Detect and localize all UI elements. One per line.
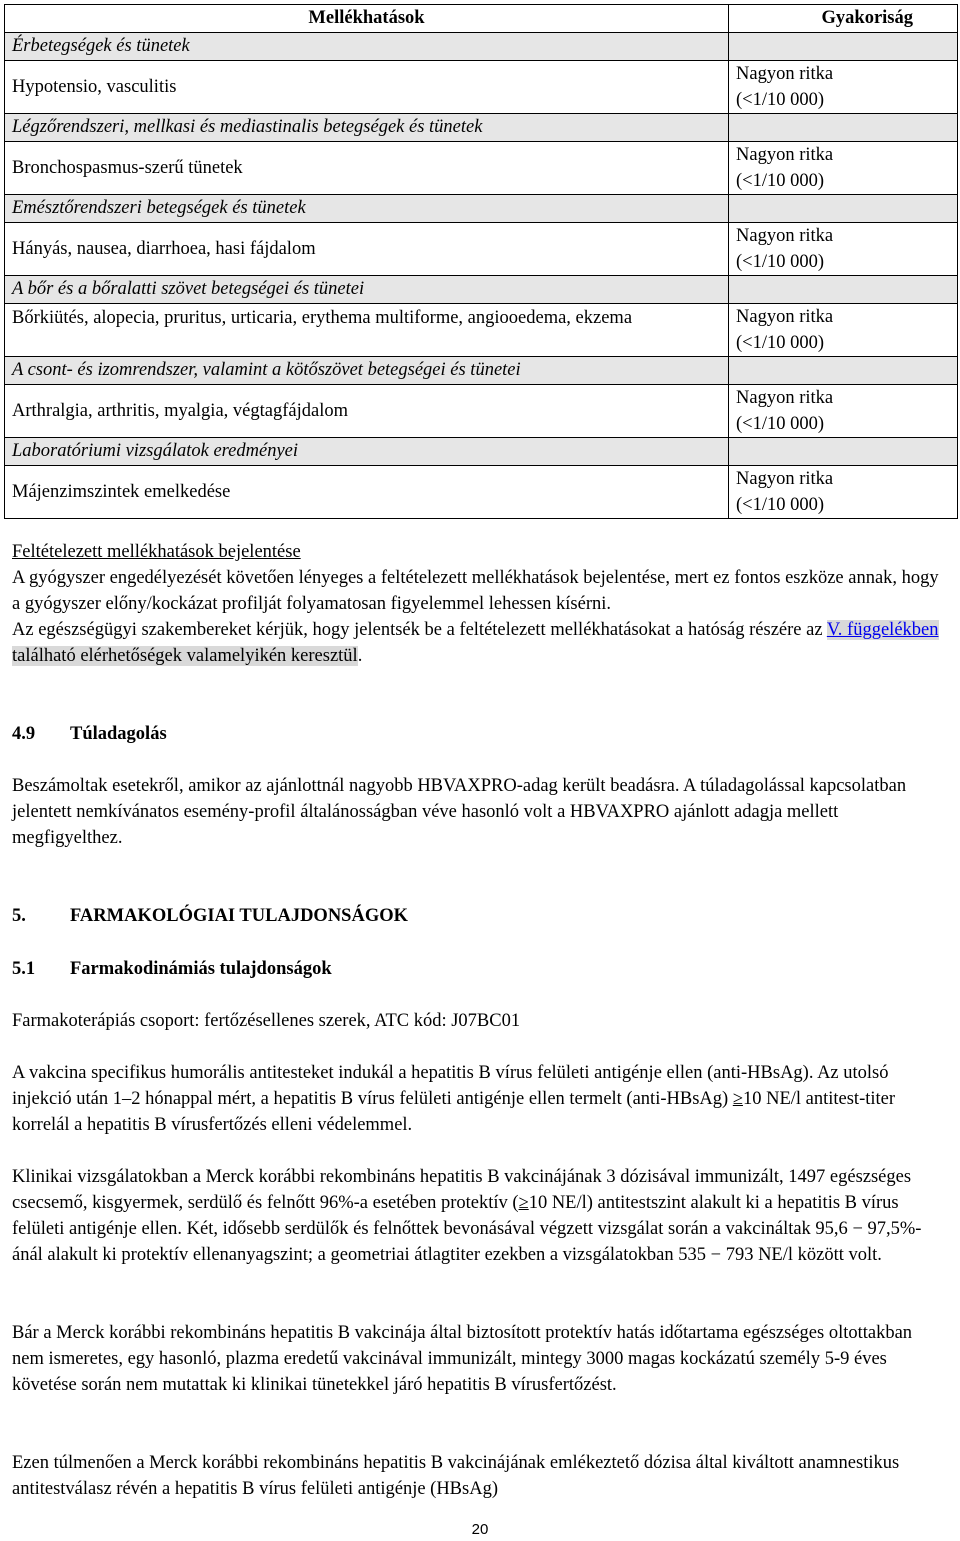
category-freq-cell [729,33,958,61]
reporting-period: . [357,646,363,666]
reporting-paragraph-1: A gyógyszer engedélyezését követően lényeges a feltételezett mellékhatások bejelentése, mert ez fontos eszköze annak, hogy a gyógyszer előny/kockázat profilját folyamatosan figyelemmel lehessen kísérni. [12,568,939,614]
table-row [5,385,958,438]
pharmacotherapeutic-group: Farmakoterápiás csoport: fertőzésellenes szerek, ATC kód: J07BC01 [12,1011,521,1031]
category-cell: Légzőrendszeri, mellkasi és mediastinalis betegségek és tünetek [5,114,729,142]
reporting-section [12,539,948,669]
section-title: Túladagolás [70,724,167,744]
table-row [5,276,958,304]
frequency-value: (<1/10 000) [736,495,825,515]
effect-cell: Hányás, nausea, diarrhoea, hasi fájdalom [12,239,316,259]
clinical-trials-paragraph [12,1164,948,1268]
dash-symbol: − [710,1245,722,1265]
effect-cell: Bőrkiütés, alopecia, pruritus, urticaria, erythema multiforme, angiooedema, ekzema [12,308,633,328]
protection-duration-paragraph: Bár a Merck korábbi rekombináns hepatitis B vakcinája által biztosított protektív hatás időtartama egészséges oltottakban nem ismeretes, egy hasonló, plazma eredetű vakcinával immunizált, mintegy 3000 magas kockázatú személy 5-9 éves követése során nem mutattak ki klinikai tünetekkel járó hepatitis B vírusfertőzést. [12,1323,913,1395]
section-5-1-heading [12,956,332,982]
reporting-text: Az egészségügyi szakembereket kérjük, hogy jelentsék be a feltételezett mellékhatásokat a hatóság részére az [12,620,827,640]
frequency-value: (<1/10 000) [736,333,825,353]
category-cell: A bőr és a bőralatti szövet betegségei és tünetei [5,276,729,304]
category-freq-cell [729,438,958,466]
vaccine-text: A vakcina specifikus humorális antitesteket indukál a hepatitis B vírus felületi antigénje ellen (anti-HBsAg). Az utolsó injekció után 1–2 hónappal mért, a hepatitis B vírus felületi antigénje ellen termelt (anti-HBsAg) [12,1063,889,1109]
frequency-label: Nagyon ritka [736,307,834,327]
category-cell: A csont- és izomrendszer, valamint a kötőszövet betegségei és tünetei [5,357,729,385]
category-cell: Emésztőrendszeri betegségek és tünetek [5,195,729,223]
effect-cell: Hypotensio, vasculitis [12,77,177,97]
category-cell: Érbetegségek és tünetek [5,33,729,61]
section-number: 5.1 [12,959,36,979]
frequency-value: (<1/10 000) [736,171,825,191]
category-freq-cell [729,114,958,142]
ge-symbol: ≥ [518,1193,529,1213]
section-number: 4.9 [12,724,36,744]
table-row [5,438,958,466]
appendix-v-link[interactable]: V. függelékben [826,620,939,640]
table-row [5,357,958,385]
effect-cell: Bronchospasmus-szerű tünetek [12,158,243,178]
adverse-effects-table [4,4,958,519]
category-freq-cell [729,195,958,223]
frequency-label: Nagyon ritka [736,145,834,165]
table-row [5,466,958,519]
table-header-row [5,5,958,33]
table-row [5,33,958,61]
dash-symbol: − [852,1219,863,1239]
clinical-text: Klinikai vizsgálatokban a Merck korábbi rekombináns hepatitis B vakcinájának 3 dózisával immunizált, 1497 egészséges csecsemő, kisgyermek, serdülő és felnőtt 96%-a esetében protektív ( [12,1167,912,1213]
table-row [5,61,958,114]
table-row [5,114,958,142]
clinical-text: 97,5%-ánál alakult ki protektív ellenanyagszint; a geometriai átlagtiter ezekben a vizsgálatokban 535 [12,1219,922,1265]
frequency-value: (<1/10 000) [736,414,825,434]
section-4-9-heading [12,721,167,747]
frequency-label: Nagyon ritka [736,388,834,408]
section-number: 5. [12,906,26,926]
booster-paragraph: Ezen túlmenően a Merck korábbi rekombináns hepatitis B vakcinájának emlékeztető dózisa által kiváltott anamnestikus antitestválasz révén a hepatitis B vírus felületi antigénje (HBsAg) [12,1453,900,1499]
frequency-label: Nagyon ritka [736,226,834,246]
frequency-label: Nagyon ritka [736,469,834,489]
category-cell: Laboratóriumi vizsgálatok eredményei [5,438,729,466]
effect-cell: Májenzimszintek emelkedése [12,482,231,502]
vaccine-paragraph [12,1060,948,1138]
table-row [5,223,958,276]
reporting-highlight-text: található elérhetőségek valamelyikén keresztül [12,646,358,666]
table-row [5,304,958,357]
overdose-paragraph: Beszámoltak esetekről, amikor az ajánlottnál nagyobb HBVAXPRO-adag került beadásra. A túladagolással kapcsolatban jelentett nemkívánatos esemény-profil általánosságban véve hasonló volt a HBVAXPRO ajánlott adagja mellett megfigyelthez. [12,776,907,848]
frequency-value: (<1/10 000) [736,252,825,272]
frequency-value: (<1/10 000) [736,90,825,110]
effect-cell: Arthralgia, arthritis, myalgia, végtagfájdalom [12,401,348,421]
frequency-label: Nagyon ritka [736,64,834,84]
ge-symbol: ≥ [732,1089,743,1109]
header-frequency: Gyakoriság [729,5,958,33]
vaccine-text: 10 NE/l antitest-titer korrelál a hepatitis B vírusfertőzés elleni védelemmel. [12,1089,896,1135]
header-effects: Mellékhatások [5,5,729,33]
clinical-text: 10 NE/l) antitestszint alakult ki a hepatitis B vírus felületi antigénje ellen. Két, idősebb serdülők és felnőttek bevonásával végzett vizsgálat során a vakcináltak 95,6 [12,1193,899,1239]
clinical-text: 793 NE/l között volt. [721,1245,882,1265]
table-row [5,142,958,195]
section-5-heading [12,903,408,929]
page-number: 20 [471,1521,489,1538]
category-freq-cell [729,357,958,385]
reporting-paragraph-2 [12,617,948,669]
category-freq-cell [729,276,958,304]
table-row [5,195,958,223]
section-title: Farmakodinámiás tulajdonságok [70,959,332,979]
reporting-heading: Feltételezett mellékhatások bejelentése [12,542,301,562]
section-title: FARMAKOLÓGIAI TULAJDONSÁGOK [70,906,408,926]
